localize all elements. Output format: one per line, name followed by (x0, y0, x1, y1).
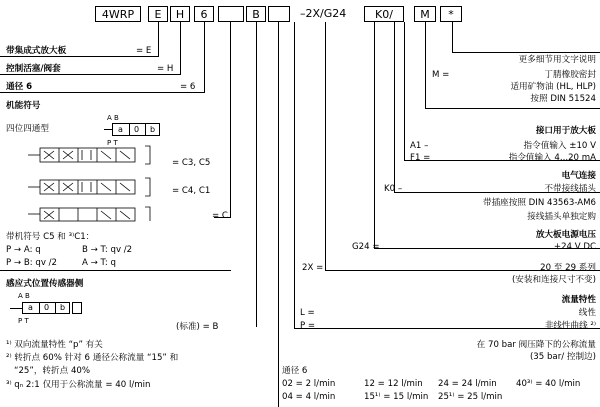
seal-line-2: 适用矿物油 (HL, HLP) (510, 82, 596, 92)
flow-25: 25¹⁾ = 25 l/min (438, 392, 503, 402)
leader-series (325, 22, 326, 270)
h-leader-h (0, 74, 181, 75)
label-sensor-side: 感应式位置传感器侧 (6, 279, 84, 289)
label-four-position: 四位四通型 (6, 124, 49, 134)
code-g24: G24 = (352, 242, 380, 252)
f1-description: 指令值输入 4...20 mA (508, 153, 596, 163)
p-description: 非线性曲线 ²⁾ (544, 321, 596, 331)
symbol-cell-0: 0 (134, 125, 140, 134)
code-f1: F1 = (410, 153, 431, 163)
sensor-cell-0: 0 (44, 303, 50, 312)
sensor-box (72, 302, 82, 314)
h-leader-symbol-bottom (0, 270, 231, 271)
code-p: P = (300, 321, 316, 331)
symbol-row-c3c5 (40, 148, 135, 162)
sensor-cell-a: a (28, 303, 33, 312)
leader-a1 (404, 22, 405, 160)
seal-line-1: 丁腈橡胶密封 (544, 70, 596, 80)
h-leader-size (0, 92, 205, 93)
symbol-ports-top: A B (107, 114, 119, 122)
code-c3c5: = C3, C5 (172, 158, 211, 168)
flow-b-t: B → T: qv /2 (82, 245, 133, 255)
l-description: 线性 (578, 308, 596, 318)
series-line-1: 20 至 29 系列 (540, 263, 596, 273)
flow-12: 12 = 12 l/min (364, 379, 423, 389)
code-box-h: H (170, 6, 190, 22)
h-leader-more (452, 52, 600, 53)
code-box-symbol (218, 6, 244, 22)
leader-symbol (230, 22, 231, 217)
k0-line-3: 接线插头单独定购 (527, 212, 596, 222)
leader-flow (278, 22, 279, 407)
a1-description: 指令值输入 ±10 V (523, 141, 596, 151)
footnote-3: ³⁾ qₙ 2:1 仅用于公称流量 = 40 l/min (6, 380, 151, 390)
label-interface: 接口用于放大板 (535, 126, 596, 136)
code-box-k0: K0/ (364, 6, 404, 22)
leader-size (204, 22, 205, 92)
series-line-2: (安装和连接尺寸不变) (511, 275, 596, 285)
symbol-spring (104, 129, 112, 130)
k0-line-1: 不带接线插头 (544, 184, 596, 194)
leader-e (158, 22, 159, 56)
leader-h (180, 22, 181, 74)
sensor-ports-bottom: P T (18, 317, 29, 325)
leader-k0 (394, 22, 395, 192)
k0-line-2: 带插座按照 DIN 43563-AM6 (482, 198, 596, 208)
code-c: = C (212, 211, 228, 221)
code-size: = 6 (180, 82, 196, 92)
flow-a-t: A → T: q (82, 258, 116, 268)
code-l: L = (300, 308, 315, 318)
symbol-row-c (40, 208, 135, 221)
flow-p-b: P → B: qv /2 (6, 258, 58, 268)
leader-lp (294, 22, 295, 328)
code-series: 2X = (302, 263, 324, 273)
flow-15: 15¹⁾ = 15 l/min (364, 392, 429, 402)
code-k0: K0 – (384, 184, 403, 194)
flow-24: 24 = 24 l/min (438, 379, 497, 389)
pressure-line-1: 在 70 bar 阀压降下的公称流量 (476, 340, 596, 350)
symbol-row-c4c1 (40, 180, 135, 194)
label-flow-characteristic: 流量特性 (561, 295, 596, 305)
label-integrated-amp: 带集成式放大板 (6, 46, 67, 56)
label-piston-sleeve: 控制活塞/阀套 (6, 64, 61, 74)
pressure-line-2: (35 bar/ 控制边) (529, 352, 596, 362)
h-leader-e (0, 56, 159, 57)
h-leader-m (425, 108, 600, 109)
flow-02: 02 = 2 l/min (282, 379, 336, 389)
g24-description: +24 V DC (553, 242, 596, 252)
symbol-cell-a: a (118, 125, 123, 134)
symbol-cell-b: b (150, 125, 156, 134)
note-c5-c1: 带机符号 C5 和 ³⁾C1： (6, 232, 95, 242)
leader-m (425, 22, 426, 108)
label-more-details: 更多细节用文字说明 (518, 55, 596, 65)
valve-symbols-variants (0, 142, 230, 222)
code-box-type: 4WRP (95, 6, 141, 22)
code-m: M = (432, 70, 450, 80)
label-nominal-size: 通径 6 (282, 366, 308, 376)
flow-04: 04 = 4 l/min (282, 392, 336, 402)
footnote-1: ¹⁾ 双向流量特性 “p” 有关 (6, 340, 103, 350)
code-e: = E (136, 46, 152, 56)
code-box-b: B (246, 6, 266, 22)
flow-40: 40³⁾ = 40 l/min (516, 379, 581, 389)
code-box-e: E (148, 6, 168, 22)
label-electrical: 电气连接 (561, 171, 596, 181)
code-h: = H (157, 64, 174, 74)
sensor-cell-b: b (60, 303, 66, 312)
footnote-2b: “25”，转折点 40% (14, 366, 91, 376)
leader-more (452, 22, 453, 52)
code-c4c1: = C4, C1 (172, 186, 211, 196)
flow-p-a: P → A: q (6, 245, 41, 255)
code-box-m: M (414, 6, 436, 22)
footnote-2a: ²⁾ 转折点 60% 针对 6 通径公称流量 “15” 和 (6, 353, 179, 363)
symbol-basic (112, 123, 160, 136)
leader-g24 (374, 22, 375, 248)
code-box-series: –2X/G24 (300, 6, 362, 22)
code-box-flow (268, 6, 290, 22)
code-box-size: 6 (194, 6, 214, 22)
label-supply-voltage: 放大板电源电压 (535, 230, 596, 240)
code-a1: A1 – (410, 141, 429, 151)
label-symbol-title: 机能符号 (6, 101, 41, 111)
leader-b (256, 22, 257, 327)
code-box-other: * (440, 6, 462, 22)
label-size: 通径 6 (6, 82, 33, 92)
sensor-spring (10, 308, 22, 309)
seal-line-3: 按照 DIN 51524 (530, 94, 596, 104)
symbol-sensor (22, 302, 70, 314)
symbol-ports-bottom: P T (107, 139, 118, 147)
sensor-ports-top: A B (18, 292, 30, 300)
code-b-standard: (标准) = B (176, 322, 219, 332)
